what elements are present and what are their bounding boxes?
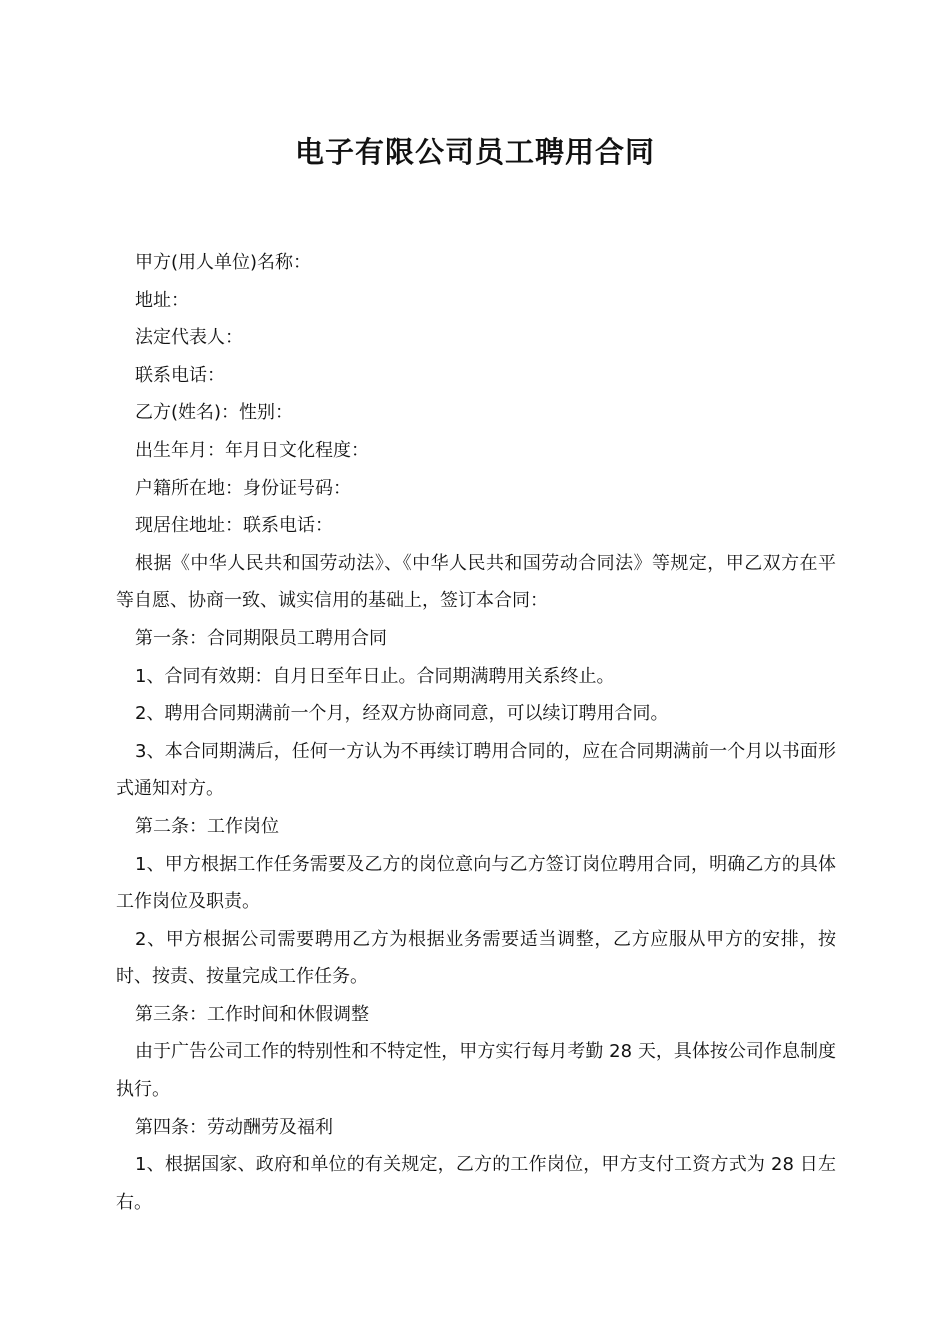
article-1-clause-3: 3、本合同期满后，任何一方认为不再续订聘用合同的，应在合同期满前一个月以书面形式通知对方。 (116, 740, 836, 800)
household-id-line: 户籍所在地：身份证号码： (135, 477, 351, 499)
preamble-paragraph: 根据《中华人民共和国劳动法》、《中华人民共和国劳动合同法》等规定，甲乙双方在平等自愿、协商一致、诚实信用的基础上，签订本合同： (116, 552, 836, 612)
article-2-clause-2: 2、甲方根据公司需要聘用乙方为根据业务需要适当调整，乙方应服从甲方的安排，按时、按责、按量完成工作任务。 (116, 928, 836, 988)
party-b-name-gender-line: 乙方(姓名)：性别： (135, 402, 294, 424)
article-2-clause-1: 1、甲方根据工作任务需要及乙方的岗位意向与乙方签订岗位聘用合同，明确乙方的具体工作岗位及职责。 (116, 853, 836, 913)
article-3-body: 由于广告公司工作的特别性和不特定性，甲方实行每月考勤 28 天，具体按公司作息制度执行。 (116, 1041, 836, 1101)
document-title: 电子有限公司员工聘用合同 (294, 135, 655, 169)
party-a-phone-line: 联系电话： (135, 364, 225, 386)
residence-phone-line: 现居住地址：联系电话： (135, 515, 333, 537)
article-4-clause-1: 1、根据国家、政府和单位的有关规定，乙方的工作岗位，甲方支付工资方式为 28 日左右。 (116, 1154, 836, 1213)
article-1-clause-1: 1、合同有效期：自月日至年日止。合同期满聘用关系终止。 (135, 665, 615, 687)
article-4-heading: 第四条：劳动酬劳及福利 (135, 1116, 333, 1138)
party-a-address-line: 地址： (135, 289, 189, 311)
article-3-heading: 第三条：工作时间和休假调整 (135, 1003, 369, 1025)
party-a-name-line: 甲方(用人单位)名称： (135, 252, 312, 273)
document-body (116, 244, 836, 1221)
article-1-heading: 第一条：合同期限员工聘用合同 (135, 627, 387, 649)
legal-representative-line: 法定代表人： (135, 327, 243, 349)
birth-education-line: 出生年月：年月日文化程度： (135, 439, 369, 461)
article-2-heading: 第二条：工作岗位 (135, 815, 279, 837)
article-1-clause-2: 2、聘用合同期满前一个月，经双方协商同意，可以续订聘用合同。 (135, 703, 669, 725)
